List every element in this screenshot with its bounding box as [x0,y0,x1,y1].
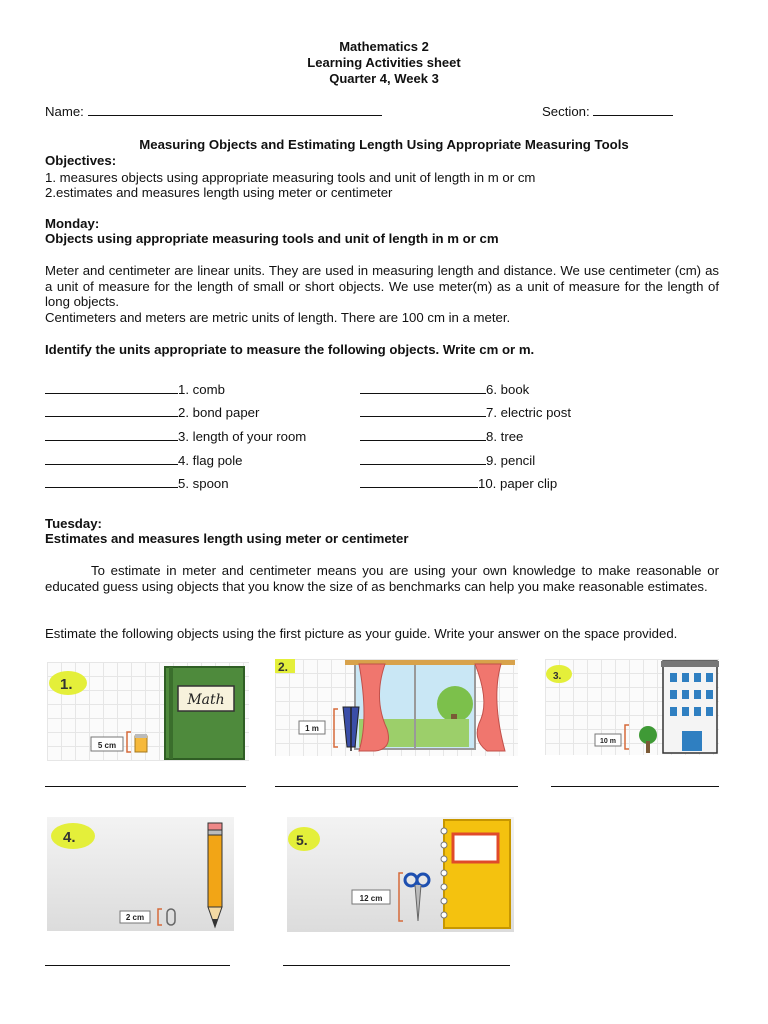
answer-blank[interactable] [45,453,178,465]
badge-number: 3. [553,671,562,682]
monday-paragraph-2: Centimeters and meters are metric units of length. There are 100 cm in a meter. [45,310,511,325]
book-icon [165,667,244,759]
answer-blank[interactable] [360,429,486,441]
answer-blank[interactable] [360,382,486,394]
answer-blank[interactable] [45,429,178,441]
answer-line-2[interactable] [275,786,518,787]
objective-2: 2.estimates and measures length using meter or centimeter [45,185,393,200]
picture-5-notebook [287,817,514,932]
curtain-right-icon [475,664,505,751]
item-label: 2. bond paper [178,405,260,420]
list-item [360,382,529,397]
measure-label: 2 cm [125,913,145,922]
sharpener-icon [135,736,147,752]
list-item [360,429,523,444]
book-label: Math [187,692,225,708]
list-item [45,382,225,397]
answer-blank[interactable] [360,476,478,488]
measure-label: 10 m [600,738,616,745]
monday-heading: Objects using appropriate measuring tools and unit of length in m or cm [45,231,499,246]
pencil-icon [208,823,222,927]
picture-2-window [275,659,518,756]
answer-line-5[interactable] [283,965,510,966]
list-item [45,429,306,444]
monday-instruction: Identify the units appropriate to measure the following objects. Write cm or m. [45,342,535,357]
picture-1-book [47,662,249,761]
item-label: 4. flag pole [178,453,243,468]
item-label: 8. tree [486,429,524,444]
measure-label: 5 cm [97,741,117,750]
list-item [45,405,259,420]
scissors-icon [405,874,429,921]
tuesday-label: Tuesday: [45,516,102,531]
list-item [360,476,557,491]
objective-1: 1. measures objects using appropriate measuring tools and unit of length in m or cm [45,170,536,185]
list-item [360,405,571,420]
badge-number: 5. [296,832,308,848]
header-quarter: Quarter 4, Week 3 [329,71,439,86]
badge-number: 1. [60,676,73,693]
answer-blank[interactable] [45,382,178,394]
objectives-heading: Objectives: [45,153,117,168]
item-label: 3. length of your room [178,429,307,444]
answer-blank[interactable] [360,453,486,465]
tuesday-heading: Estimates and measures length using meter or centimeter [45,531,409,546]
paper-clip-icon [167,909,175,925]
item-label: 10. paper clip [478,476,558,491]
tuesday-instruction: Estimate the following objects using the first picture as your guide. Write your answer on the space provided. [45,626,678,641]
monday-label: Monday: [45,216,100,231]
answer-blank[interactable] [45,405,178,417]
header-sheet-title: Learning Activities sheet [307,55,461,70]
name-blank[interactable] [88,104,382,116]
name-row [45,104,382,120]
item-label: 7. electric post [486,405,572,420]
answer-blank[interactable] [360,405,486,417]
item-label: 5. spoon [178,476,229,491]
badge-number: 2. [278,660,289,674]
header-subject: Mathematics 2 [339,39,429,54]
section-row [542,104,673,120]
list-item [360,453,535,468]
measure-label: 1 m [305,724,319,733]
list-item [45,453,243,468]
section-blank[interactable] [593,104,673,116]
page-title: Measuring Objects and Estimating Length Using Appropriate Measuring Tools [139,137,629,152]
picture-4-pencil [47,817,234,931]
section-label: Section: [542,104,590,119]
badge-number: 4. [63,829,76,846]
item-label: 9. pencil [486,453,536,468]
tuesday-paragraph: To estimate in meter and centimeter means you are using your own knowledge to make reasonable or educated guess using objects that you know the size of as benchmarks can help you make reasonable estimates. [45,563,719,594]
monday-paragraph-1: Meter and centimeter are linear units. They are used in measuring length and distance. We use centimeter (cm) as a unit of measure for the length of small or short objects. We use meter(m) as a unit of measure for the length of long objects. [45,263,719,309]
answer-line-3[interactable] [551,786,719,787]
answer-line-4[interactable] [45,965,230,966]
answer-line-1[interactable] [45,786,246,787]
list-item [45,476,229,491]
item-label: 1. comb [178,382,225,397]
answer-blank[interactable] [45,476,178,488]
measure-label: 12 cm [359,894,383,903]
item-label: 6. book [486,382,530,397]
picture-3-building [545,659,719,755]
name-label: Name: [45,104,84,119]
